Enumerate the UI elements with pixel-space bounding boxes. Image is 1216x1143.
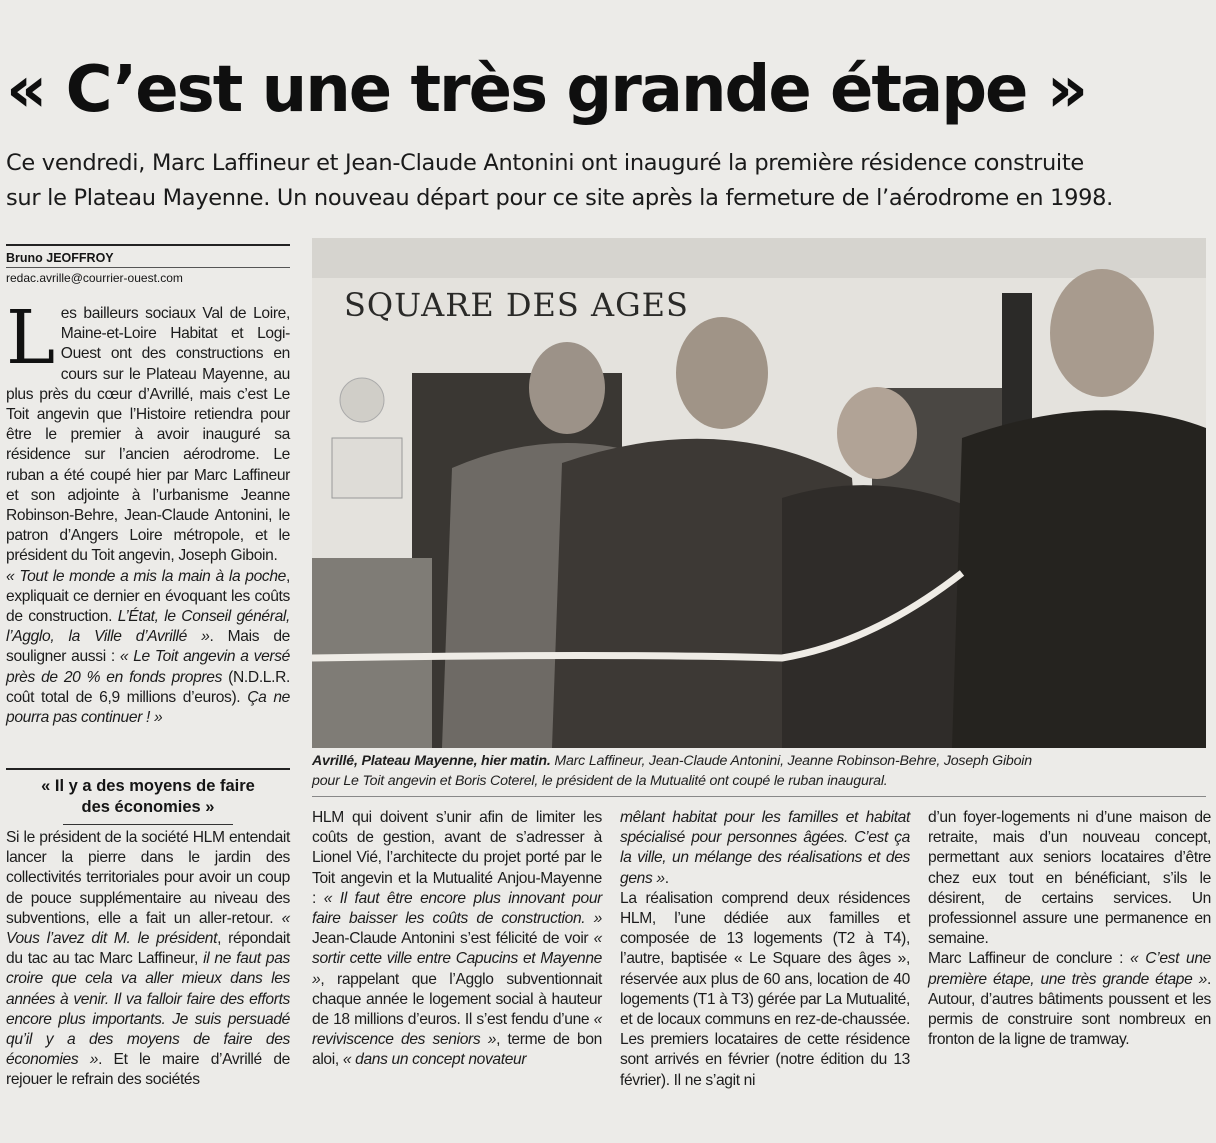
text-fragment: HLM qui doivent s’unir afin de limiter les coûts de gestion, avant de s’adresser à Lionel Vié, l’architecte du projet porté par le Toit angevin et la Mutualité Anjou-Mayenne : (312, 809, 602, 907)
column-2 (312, 808, 602, 1071)
author-name: Bruno JEOFFROY (6, 251, 114, 265)
paragraph-intro (6, 295, 290, 567)
caption-line-1 (312, 751, 1206, 771)
drop-cap: L (6, 295, 55, 381)
text-fragment: , répondait du tac au tac Marc Laffineur, (6, 930, 290, 968)
quote-fragment: mêlant habitat pour les familles et habitat spécialisé pour personnes âgées. C’est ça la ville, un mélange des réalisations et des gens » (620, 809, 910, 887)
person-suit (952, 410, 1206, 748)
text-fragment: Jean-Claude Antonini s’est félicité de voir (312, 930, 594, 948)
intertitle-line-1: « Il y a des moyens de faire (41, 777, 255, 795)
person-head (837, 387, 917, 479)
text-fragment: , terme de bon aloi, (312, 1031, 602, 1069)
quote-fragment: « Il faut être encore plus innovant pour faire baisser les coûts de construction. » (312, 889, 602, 928)
byline (6, 244, 290, 287)
standfirst-line-2: sur le Plateau Mayenne. Un nouveau départ pour ce site après la fermeture de l’aérodrome en 1998. (6, 185, 1114, 211)
text-fragment: , expliquait ce dernier en évoquant les coûts de construction. (6, 567, 290, 626)
column-1-top (6, 295, 291, 728)
roof-overhang (312, 238, 1206, 278)
person-head (529, 342, 605, 434)
person-jacket (782, 485, 982, 748)
intertitle-line-2: des économies » (81, 798, 215, 816)
column-1-bottom (6, 828, 290, 1091)
text-fragment: . (664, 869, 669, 887)
text-fragment: Si le président de la société HLM entendait lancer la pierre dans le jardin des collectivités territoriales pour avoir un coup de pouce supplémentaire au niveau des subventions, elle a fait un aller-retour. (6, 829, 290, 927)
text-fragment: . Mais de souligner aussi : (6, 628, 290, 666)
quote-fragment: « C’est une première étape, une très grande étape » (928, 950, 1211, 988)
intro-text: es bailleurs sociaux Val de Loire, Maine-et-Loire Habitat et Logi-Ouest ont des constructions en cours sur le Plateau Mayenne, au plus près du cœur d’Avrillé, mais c’est Le Toit angevin que l’Histoire retiendra pour être le premier à avoir inauguré sa résidence sur l’ancien aérodrome. Le ruban a été coupé hier par Marc Laffineur et son adjointe à l’urbanisme Jeanne Robinson-Behre, Jean-Claude Antonini, le patron d’Angers Loire métropole, et le président du Toit angevin, Joseph Giboin. (6, 305, 290, 565)
headline: « C’est une très grande étape » (6, 53, 1087, 127)
text-fragment: , rappelant que l’Agglo subventionnait chaque année le logement social à hauteur de 18 millions d’euros. Il s’est fendu d’une (312, 970, 602, 1029)
quote-fragment: « Vous l’avez dit M. le président (6, 909, 290, 948)
quote-fragment: « dans un concept novateur (342, 1051, 527, 1069)
quote-fragment: Ça ne pourra pas continuer ! » (6, 688, 290, 727)
photo-illustration (312, 238, 1206, 748)
photo-caption (312, 751, 1206, 791)
person-head (1050, 269, 1154, 397)
quote-fragment: « reviviscence des seniors » (312, 1011, 602, 1049)
text-fragment: . Autour, d’autres bâtiments poussent et les permis de construire sont nombreux en fronton de la ligne de tramway. (928, 970, 1211, 1049)
intertitle (6, 768, 290, 825)
quote-fragment: il ne faut pas croire que cela va aller mieux dans les années à venir. Il va falloir faire des efforts encore plus importants. Je suis persuadé qu’il y a des moyens de faire des économies » (6, 950, 290, 1069)
building-sign: SQUARE DES AGES (344, 286, 689, 324)
quote-fragment: « sortir cette ville entre Capucins et Mayenne » (312, 930, 602, 988)
paragraph-concept: d’un foyer-logements ni d’une maison de retraite, mais d’un nouveau concept, permettant aux seniors locataires d’être chez eux tout en bénéficiant, s’ils le désirent, de certains services. Un professionnel assure une permanence en semaine. (928, 809, 1211, 948)
quote-fragment: « Le Toit angevin a versé près de 20 % en fonds propres (6, 648, 291, 686)
column-3 (620, 808, 910, 1091)
paragraph-president (6, 828, 290, 1091)
paragraph-quote-giboin (6, 567, 290, 729)
text-fragment: (N.D.L.R. coût total de 6,9 millions d’euros). (6, 668, 290, 706)
text-fragment: . Et le maire d’Avrillé de rejouer le refrain des sociétés (6, 1051, 290, 1089)
column-4 (928, 808, 1211, 1050)
paragraph-mixed-habitat (620, 808, 910, 889)
railing (312, 558, 432, 748)
quote-fragment: L’État, le Conseil général, l’Agglo, la Ville d’Avrillé » (6, 608, 291, 646)
text-fragment: Marc Laffineur de conclure : (928, 950, 1131, 968)
paragraph-realisation: La réalisation comprend deux résidences HLM, l’une dédiée aux familles et composée de 13 logements (T2 à T4), l’autre, baptisée « Le Square des âges », réservée aux plus de 60 ans, location de 40 logements (T1 à T3) gérée par La Mutualité, et de locaux communs en rez-de-chaussée. Les premiers locataires de cette résidence sont arrivés en février (notre édition du 13 février). Il ne s’agit ni (620, 889, 910, 1089)
quote-fragment: « Tout le monde a mis la main à la poche (6, 567, 287, 585)
inauguration-photo (312, 238, 1206, 748)
standfirst-line-1: Ce vendredi, Marc Laffineur et Jean-Claude Antonini ont inauguré la première résidence construite (6, 150, 1084, 176)
caption-lead: Avrillé, Plateau Mayenne, hier matin. (312, 753, 551, 769)
intertitle-rule (63, 824, 233, 825)
author-email: redac.avrille@courrier-ouest.com (6, 267, 290, 287)
caption-line-2: pour Le Toit angevin et Boris Coterel, le président de la Mutualité ont coupé le ruban inaugural. (312, 773, 888, 789)
caption-text: Marc Laffineur, Jean-Claude Antonini, Jeanne Robinson-Behre, Joseph Giboin (550, 753, 1032, 769)
paragraph-hlm (312, 808, 602, 1071)
person-head (676, 317, 768, 429)
mutualite-plaque (332, 438, 402, 498)
wall-lamp (340, 378, 384, 422)
caption-divider (312, 796, 1206, 797)
paragraph-conclusion (928, 949, 1211, 1050)
standfirst (6, 146, 1206, 216)
